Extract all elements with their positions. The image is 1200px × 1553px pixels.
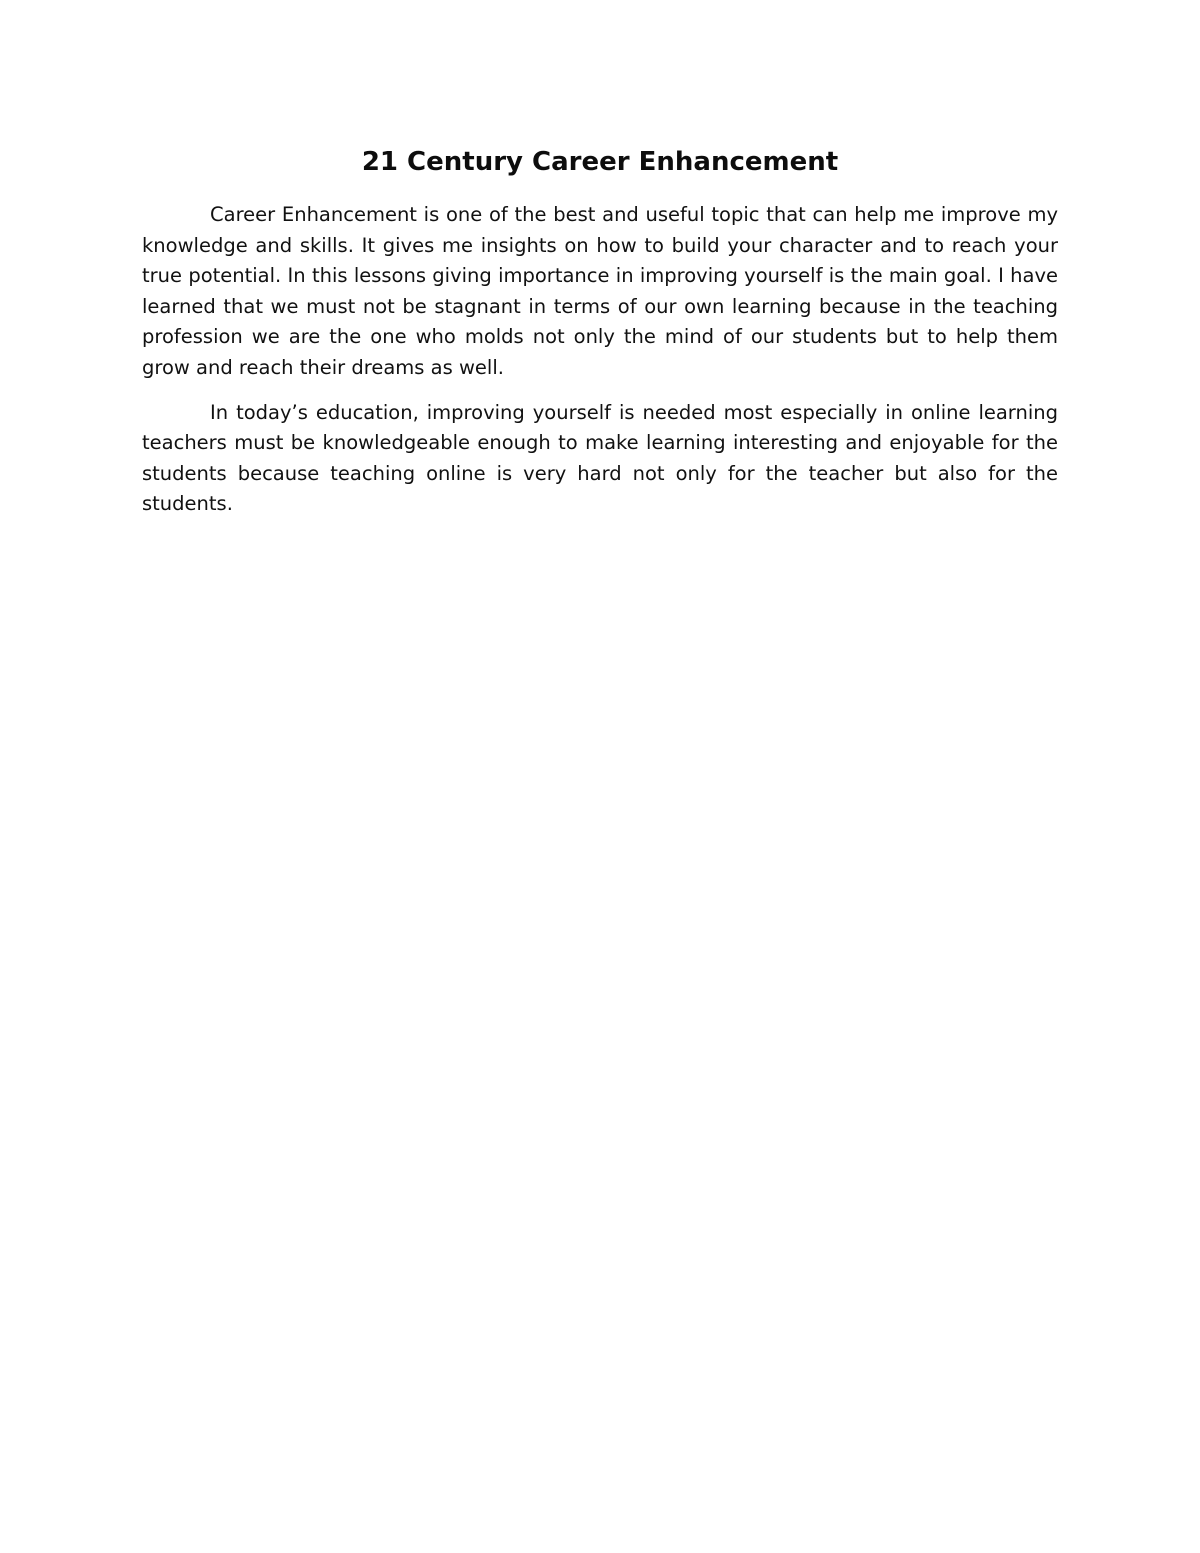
paragraph-1: Career Enhancement is one of the best and useful topic that can help me improve my knowledge and skills. It gives me insights on how to build your character and to reach your true potential. In this lessons giving importance in improving yourself is the main goal. I have learned that we must not be stagnant in terms of our own learning because in the teaching profession we are the one who molds not only the mind of our students but to help them grow and reach their dreams as well. [142, 203, 1058, 379]
paragraph-2: In today’s education, improving yourself is needed most especially in online learning teachers must be knowledgeable enough to make learning interesting and enjoyable for the students because teaching online is very hard not only for the teacher but also for the students. [142, 400, 1058, 516]
document-title: 21 Century Career Enhancement [361, 147, 839, 177]
document-body [142, 142, 1058, 534]
